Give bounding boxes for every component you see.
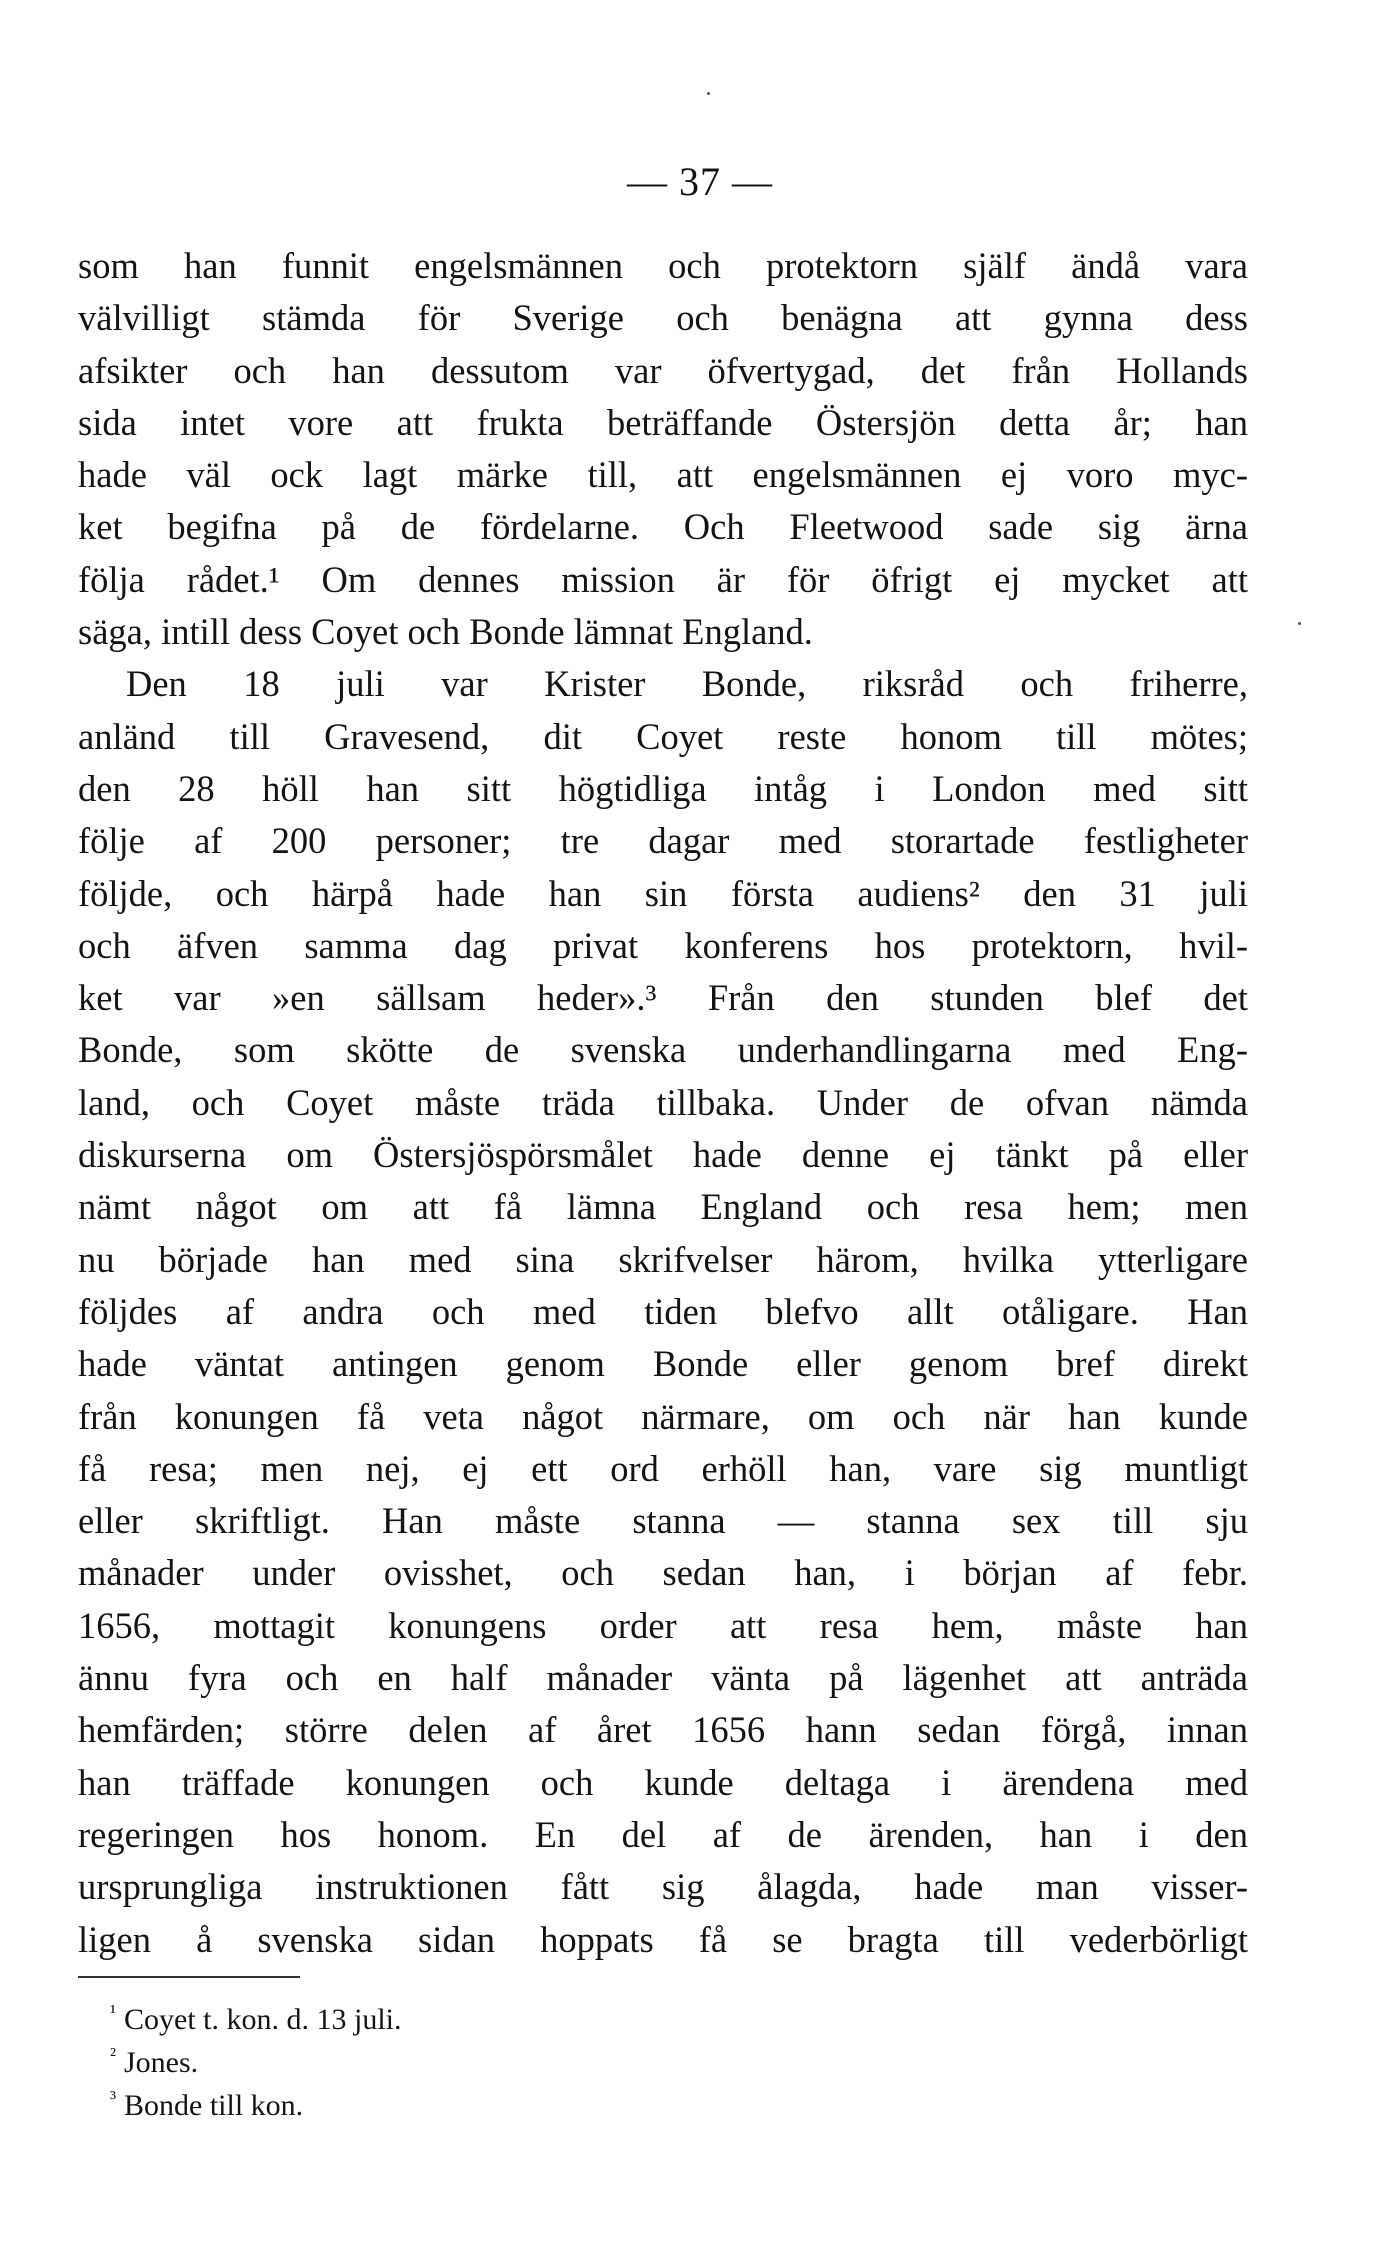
footnote-divider <box>78 1976 300 1978</box>
print-speck <box>707 92 710 95</box>
footnote <box>110 1998 810 2041</box>
text-line: ligen å svenska sidan hoppats få se bragta till vederbörligt <box>78 1918 1248 1960</box>
footnotes <box>110 1998 810 2127</box>
text-line: sida intet vore att frukta beträffande Östersjön detta år; han <box>78 401 1248 443</box>
text-line: och äfven samma dag privat konferens hos protektorn, hvil- <box>78 924 1248 966</box>
text-line: månader under ovisshet, och sedan han, i början af febr. <box>78 1552 1248 1594</box>
footnote-text: Bonde till kon. <box>124 2089 304 2122</box>
text-line: ännu fyra och en half månader vänta på lägenhet att anträda <box>78 1657 1248 1699</box>
text-line: ket begifna på de fördelarne. Och Fleetwood sade sig ärna <box>78 506 1248 548</box>
footnote-marker: ² <box>110 2044 116 2066</box>
text-line: hade väntat antingen genom Bonde eller genom bref direkt <box>78 1343 1248 1385</box>
text-line: hemfärden; större delen af året 1656 hann sedan förgå, innan <box>78 1709 1248 1751</box>
text-line: från konungen få veta något närmare, om och när han kunde <box>78 1395 1248 1437</box>
text-line: 1656, mottagit konungens order att resa hem, måste han <box>78 1604 1248 1646</box>
text-line: följa rådet.¹ Om dennes mission är för öfrigt ej mycket att <box>78 558 1248 600</box>
text-line: nämt något om att få lämna England och resa hem; men <box>78 1186 1248 1228</box>
text-line: välvilligt stämda för Sverige och benägna att gynna dess <box>78 297 1248 339</box>
footnote-text: Coyet t. kon. d. 13 juli. <box>124 2003 402 2036</box>
print-speck <box>1298 622 1301 625</box>
footnote-text: Jones. <box>124 2046 199 2079</box>
text-line: han träffade konungen och kunde deltaga i ärendena med <box>78 1761 1248 1803</box>
footnote-marker: ¹ <box>110 2001 116 2023</box>
text-line: som han funnit engelsmännen och protektorn själf ändå vara <box>78 245 1248 286</box>
text-line: följde, och härpå hade han sin första audiens² den 31 juli <box>78 872 1248 914</box>
text-line: anländ till Gravesend, dit Coyet reste honom till mötes; <box>78 715 1248 757</box>
text-line: afsikter och han dessutom var öfvertygad, det från Hollands <box>78 349 1248 391</box>
text-line: följdes af andra och med tiden blefvo allt otåligare. Han <box>78 1290 1248 1332</box>
text-line: regeringen hos honom. En del af de ärenden, han i den <box>78 1813 1248 1855</box>
text-line: få resa; men nej, ej ett ord erhöll han, vare sig muntligt <box>78 1447 1248 1489</box>
footnote <box>110 2084 810 2127</box>
footnote <box>110 2041 810 2084</box>
text-line: säga, intill dess Coyet och Bonde lämnat England. <box>78 611 813 653</box>
footnote-marker: ³ <box>110 2087 116 2109</box>
text-line: följe af 200 personer; tre dagar med storartade festligheter <box>78 820 1248 862</box>
text-line: nu började han med sina skrifvelser härom, hvilka ytterligare <box>78 1238 1248 1280</box>
text-line: eller skriftligt. Han måste stanna — stanna sex till sju <box>78 1500 1248 1542</box>
text-line: diskurserna om Östersjöspörsmålet hade denne ej tänkt på eller <box>78 1134 1248 1176</box>
body-text <box>78 240 1248 1966</box>
text-line: hade väl ock lagt märke till, att engelsmännen ej voro myc- <box>78 454 1248 496</box>
text-line: ursprungliga instruktionen fått sig ålagda, hade man visser- <box>78 1866 1248 1908</box>
text-line: land, och Coyet måste träda tillbaka. Under de ofvan nämda <box>78 1081 1248 1123</box>
page-number: — 37 — <box>627 159 773 204</box>
text-line: Den 18 juli var Krister Bonde, riksråd och friherre, <box>126 663 1248 705</box>
text-line: ket var »en sällsam heder».³ Från den stunden blef det <box>78 977 1248 1019</box>
text-line: Bonde, som skötte de svenska underhandlingarna med Eng- <box>78 1029 1248 1071</box>
text-line: den 28 höll han sitt högtidliga intåg i London med sitt <box>78 767 1248 809</box>
